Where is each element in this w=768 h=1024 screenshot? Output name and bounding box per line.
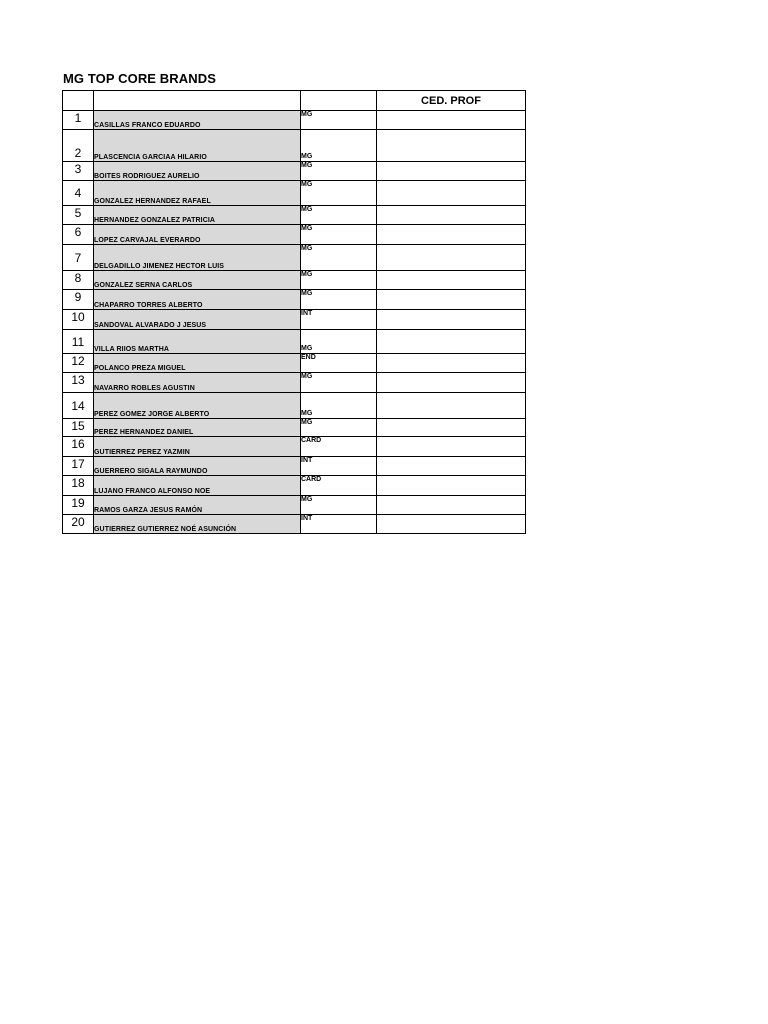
table-row [63, 354, 526, 373]
header-name-cell[interactable] [94, 91, 301, 111]
row-ced-prof[interactable] [377, 437, 526, 457]
row-specialty[interactable]: END [301, 354, 377, 373]
row-ced-prof[interactable] [377, 290, 526, 310]
row-number[interactable]: 9 [63, 290, 94, 310]
row-name[interactable]: CASILLAS FRANCO EDUARDO [94, 111, 301, 130]
table-row [63, 162, 526, 181]
row-ced-prof[interactable] [377, 162, 526, 181]
row-number[interactable]: 20 [63, 515, 94, 534]
row-specialty[interactable]: INT [301, 515, 377, 534]
row-number[interactable]: 1 [63, 111, 94, 130]
row-number[interactable]: 14 [63, 393, 94, 419]
row-specialty[interactable]: MG [301, 496, 377, 515]
row-number[interactable]: 19 [63, 496, 94, 515]
row-specialty[interactable]: MG [301, 130, 377, 162]
table-row [63, 457, 526, 476]
row-specialty[interactable]: MG [301, 373, 377, 393]
header-spec-cell[interactable] [301, 91, 377, 111]
row-name[interactable]: HERNANDEZ GONZALEZ PATRICIA [94, 206, 301, 225]
row-number[interactable]: 8 [63, 271, 94, 290]
table-row [63, 515, 526, 534]
row-name[interactable]: GONZALEZ SERNA CARLOS [94, 271, 301, 290]
row-name[interactable]: DELGADILLO JIMENEZ HECTOR LUIS [94, 245, 301, 271]
table-row [63, 373, 526, 393]
table-row [63, 271, 526, 290]
row-name[interactable]: GUTIERREZ GUTIERREZ NOÉ ASUNCIÓN [94, 515, 301, 534]
row-specialty[interactable]: MG [301, 245, 377, 271]
table-row [63, 225, 526, 245]
row-name[interactable]: LUJANO FRANCO ALFONSO NOE [94, 476, 301, 496]
table-row [63, 476, 526, 496]
table-header-row [63, 91, 526, 111]
row-name[interactable]: LOPEZ CARVAJAL EVERARDO [94, 225, 301, 245]
table-row [63, 310, 526, 330]
row-name[interactable]: SANDOVAL ALVARADO J JESUS [94, 310, 301, 330]
row-specialty[interactable]: MG [301, 290, 377, 310]
row-specialty[interactable]: MG [301, 181, 377, 206]
row-number[interactable]: 6 [63, 225, 94, 245]
row-ced-prof[interactable] [377, 515, 526, 534]
row-number[interactable]: 15 [63, 419, 94, 437]
row-ced-prof[interactable] [377, 206, 526, 225]
row-number[interactable]: 5 [63, 206, 94, 225]
row-number[interactable]: 7 [63, 245, 94, 271]
row-ced-prof[interactable] [377, 457, 526, 476]
row-number[interactable]: 12 [63, 354, 94, 373]
table-row [63, 290, 526, 310]
header-num-cell[interactable] [63, 91, 94, 111]
table-row [63, 206, 526, 225]
row-ced-prof[interactable] [377, 111, 526, 130]
row-specialty[interactable]: CARD [301, 437, 377, 457]
table-row [63, 437, 526, 457]
row-name[interactable]: GUTIERREZ PEREZ YAZMIN [94, 437, 301, 457]
row-specialty[interactable]: MG [301, 225, 377, 245]
row-specialty[interactable]: MG [301, 393, 377, 419]
row-name[interactable]: NAVARRO ROBLES AGUSTIN [94, 373, 301, 393]
row-ced-prof[interactable] [377, 419, 526, 437]
row-specialty[interactable]: MG [301, 206, 377, 225]
table-row [63, 496, 526, 515]
brands-table [62, 90, 526, 534]
row-name[interactable]: BOITES RODRIGUEZ AURELIO [94, 162, 301, 181]
table-row [63, 330, 526, 354]
table-row [63, 130, 526, 162]
row-ced-prof[interactable] [377, 330, 526, 354]
header-ced-prof[interactable]: CED. PROF [377, 91, 526, 111]
row-number[interactable]: 4 [63, 181, 94, 206]
row-ced-prof[interactable] [377, 130, 526, 162]
row-specialty[interactable]: MG [301, 330, 377, 354]
row-name[interactable]: RAMOS GARZA JESUS RAMÓN [94, 496, 301, 515]
row-ced-prof[interactable] [377, 181, 526, 206]
table-row [63, 181, 526, 206]
row-ced-prof[interactable] [377, 393, 526, 419]
row-number[interactable]: 2 [63, 130, 94, 162]
sheet-title: MG TOP CORE BRANDS [63, 71, 217, 86]
row-number[interactable]: 13 [63, 373, 94, 393]
row-number[interactable]: 16 [63, 437, 94, 457]
row-ced-prof[interactable] [377, 271, 526, 290]
row-specialty[interactable]: INT [301, 457, 377, 476]
row-ced-prof[interactable] [377, 310, 526, 330]
row-name[interactable]: GUERRERO SIGALA RAYMUNDO [94, 457, 301, 476]
row-ced-prof[interactable] [377, 245, 526, 271]
row-name[interactable]: PEREZ GOMEZ JORGE ALBERTO [94, 393, 301, 419]
row-ced-prof[interactable] [377, 496, 526, 515]
row-specialty[interactable]: CARD [301, 476, 377, 496]
row-ced-prof[interactable] [377, 354, 526, 373]
row-ced-prof[interactable] [377, 476, 526, 496]
row-name[interactable]: CHAPARRO TORRES ALBERTO [94, 290, 301, 310]
row-specialty[interactable]: MG [301, 419, 377, 437]
table-row [63, 245, 526, 271]
row-specialty[interactable]: INT [301, 310, 377, 330]
row-specialty[interactable]: MG [301, 162, 377, 181]
row-number[interactable]: 10 [63, 310, 94, 330]
row-specialty[interactable]: MG [301, 111, 377, 130]
row-number[interactable]: 11 [63, 330, 94, 354]
row-name[interactable]: PEREZ HERNANDEZ DANIEL [94, 419, 301, 437]
row-name[interactable]: POLANCO PREZA MIGUEL [94, 354, 301, 373]
table-row [63, 419, 526, 437]
row-ced-prof[interactable] [377, 225, 526, 245]
row-specialty[interactable]: MG [301, 271, 377, 290]
row-number[interactable]: 17 [63, 457, 94, 476]
row-name[interactable]: PLASCENCIA GARCIAA HILARIO [94, 130, 301, 162]
row-number[interactable]: 18 [63, 476, 94, 496]
row-number[interactable]: 3 [63, 162, 94, 181]
row-name[interactable]: VILLA RIIOS MARTHA [94, 330, 301, 354]
table-row [63, 111, 526, 130]
row-name[interactable]: GONZALEZ HERNANDEZ RAFAEL [94, 181, 301, 206]
row-ced-prof[interactable] [377, 373, 526, 393]
table-row [63, 393, 526, 419]
